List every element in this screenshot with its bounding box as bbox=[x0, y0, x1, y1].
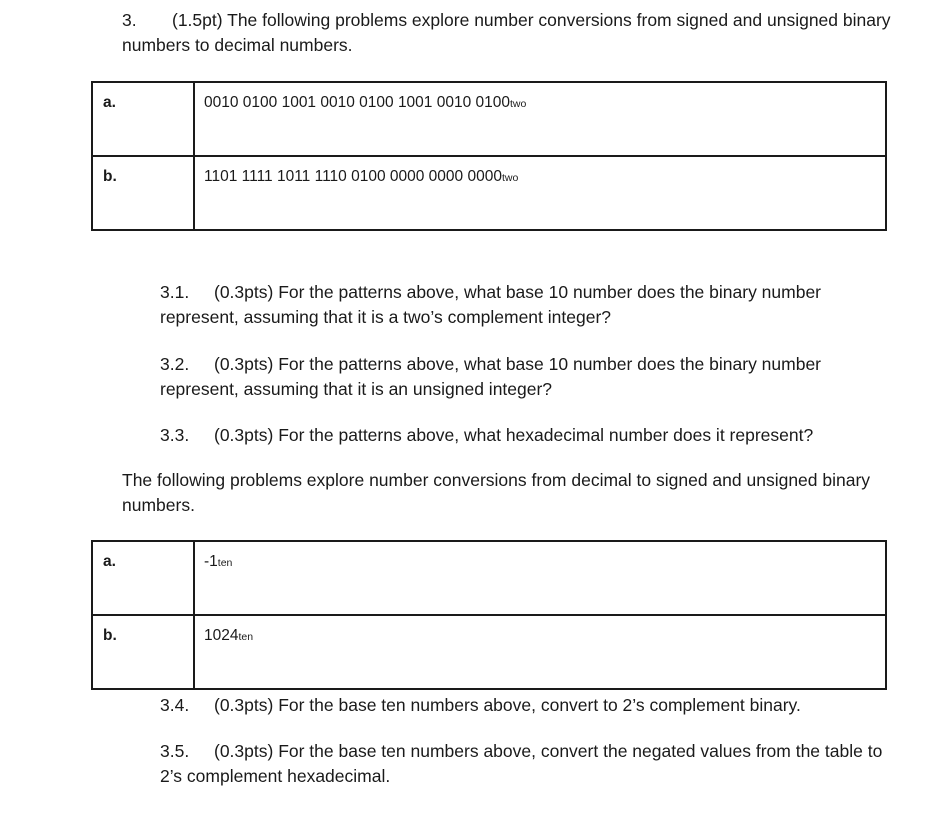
table-row bbox=[92, 82, 886, 156]
table-row bbox=[92, 541, 886, 615]
section-intro: The following problems explore number conversions from decimal to signed and unsigned binary numbers. bbox=[122, 470, 871, 515]
base-subscript: two bbox=[510, 98, 527, 110]
subquestion-text: (0.3pts) For the base ten numbers above, convert to 2’s complement binary. bbox=[214, 695, 801, 715]
subquestion-3-4 bbox=[160, 693, 900, 718]
subquestion-number: 3.2. bbox=[160, 354, 190, 374]
question-heading bbox=[122, 8, 922, 58]
binary-value bbox=[194, 156, 886, 230]
question-heading-text: (1.5pt) The following problems explore number conversions from signed and unsigned binary numbers to decimal numbers. bbox=[122, 10, 891, 55]
subquestion-number: 3.1. bbox=[160, 282, 190, 302]
table-row bbox=[92, 156, 886, 230]
subquestion-number: 3.4. bbox=[160, 695, 190, 715]
subquestion-text: (0.3pts) For the patterns above, what hexadecimal number does it represent? bbox=[214, 425, 814, 445]
decimal-value bbox=[194, 615, 886, 689]
row-label: b. bbox=[92, 156, 194, 230]
decimal-digits: 1024 bbox=[204, 627, 239, 644]
subquestion-text: (0.3pts) For the base ten numbers above, convert the negated values from the table to 2’s complement hexadecimal. bbox=[160, 741, 883, 786]
subquestion-number: 3.5. bbox=[160, 741, 190, 761]
question-number: 3. bbox=[122, 10, 137, 30]
subquestion-3-1 bbox=[160, 280, 900, 330]
subquestion-3-3 bbox=[160, 423, 900, 448]
binary-value bbox=[194, 82, 886, 156]
subquestion-text: (0.3pts) For the patterns above, what base 10 number does the binary number represent, assuming that it is a two’s complement integer? bbox=[160, 282, 822, 327]
subquestion-3-2 bbox=[160, 352, 900, 402]
base-subscript: ten bbox=[217, 557, 233, 569]
table-row bbox=[92, 615, 886, 689]
binary-digits: 0010 0100 1001 0010 0100 1001 0010 0100 bbox=[204, 94, 510, 111]
binary-digits: 1101 1111 1011 1110 0100 0000 0000 0000 bbox=[204, 168, 502, 185]
subquestion-3-5 bbox=[160, 739, 900, 789]
decimal-digits: -1 bbox=[204, 553, 218, 570]
subquestion-text: (0.3pts) For the patterns above, what base 10 number does the binary number represent, assuming that it is an unsigned integer? bbox=[160, 354, 822, 399]
subquestion-number: 3.3. bbox=[160, 425, 190, 445]
decimal-values-table bbox=[91, 540, 887, 690]
base-subscript: two bbox=[501, 172, 519, 184]
base-subscript: ten bbox=[238, 631, 254, 643]
row-label: a. bbox=[92, 541, 194, 615]
binary-patterns-table bbox=[91, 81, 887, 231]
row-label: a. bbox=[92, 82, 194, 156]
row-label: b. bbox=[92, 615, 194, 689]
decimal-value bbox=[194, 541, 886, 615]
